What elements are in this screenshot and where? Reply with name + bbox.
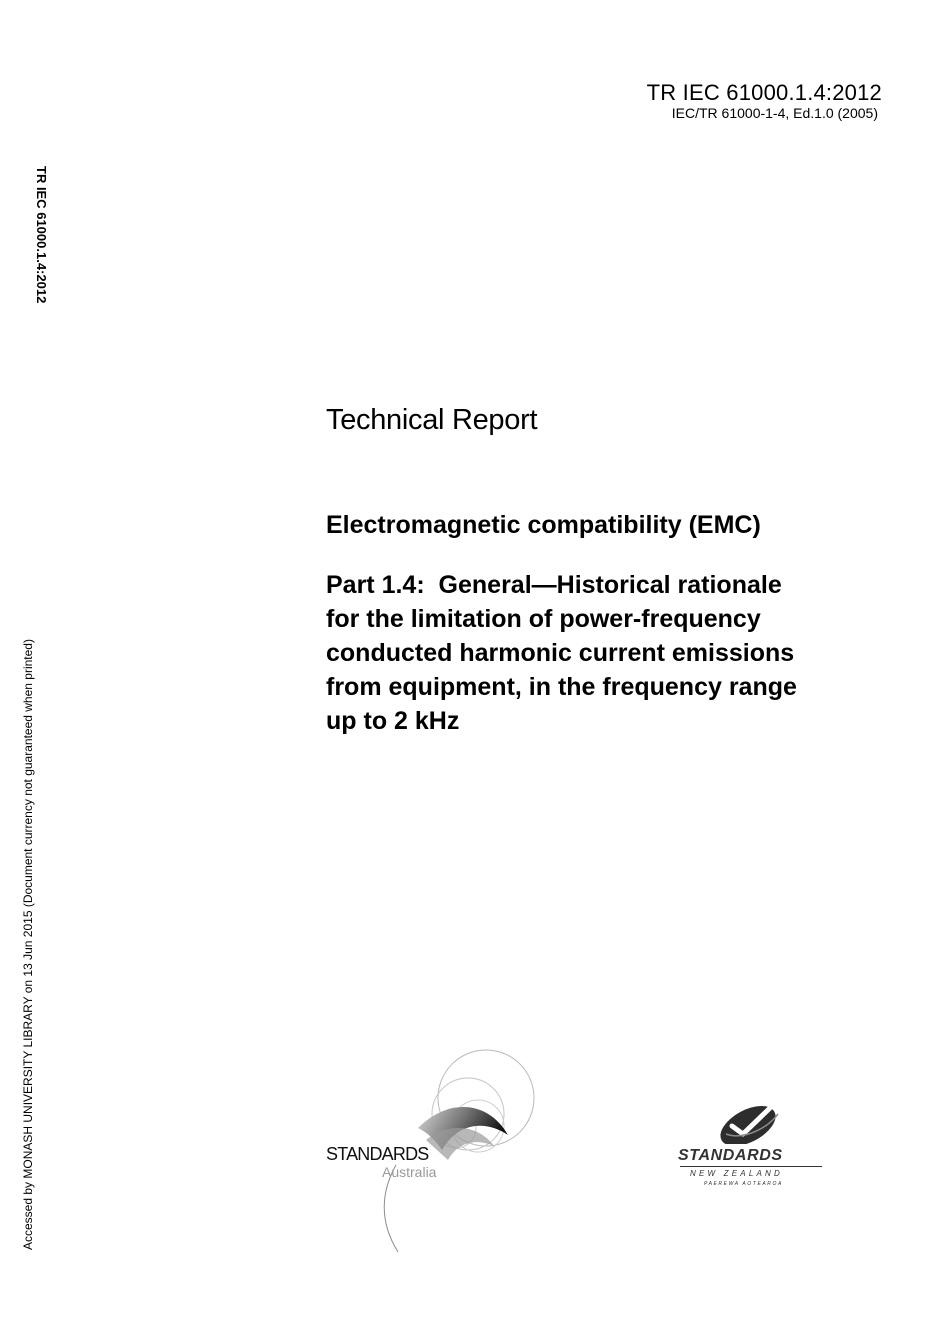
document-type: Technical Report — [326, 404, 538, 436]
standards-australia-logo — [318, 1040, 538, 1255]
standards-australia-subword: Australia — [382, 1164, 437, 1180]
standards-nz-logo — [676, 1100, 836, 1195]
part-title-line: conducted harmonic current emissions — [326, 639, 795, 667]
part-title-line: for the limitation of power-frequency — [326, 605, 761, 633]
standards-australia-wordmark: STANDARDS — [326, 1144, 429, 1164]
part-title-line: from equipment, in the frequency range — [326, 673, 797, 701]
part-title-line: Part 1.4: General—Historical rationale — [326, 571, 782, 599]
main-title: Electromagnetic compatibility (EMC) — [326, 511, 761, 539]
standards-nz-divider — [680, 1166, 822, 1167]
standards-nz-maori-name: PAEREWA AOTEAROA — [704, 1181, 783, 1187]
part-title — [326, 568, 886, 738]
access-note: Accessed by MONASH UNIVERSITY LIBRARY on 13 Jun 2015 (Document currency not guaranteed when printed) — [21, 639, 35, 1250]
standards-nz-checkmark-logo-icon — [712, 1100, 790, 1144]
side-document-number: TR IEC 61000.1.4:2012 — [34, 166, 49, 304]
iec-reference: IEC/TR 61000-1-4, Ed.1.0 (2005) — [671, 105, 878, 121]
document-number: TR IEC 61000.1.4:2012 — [646, 80, 882, 105]
standards-nz-wordmark: STANDARDS — [678, 1147, 783, 1164]
part-title-line: up to 2 kHz — [326, 707, 460, 735]
standards-nz-country: NEW ZEALAND — [690, 1169, 783, 1178]
